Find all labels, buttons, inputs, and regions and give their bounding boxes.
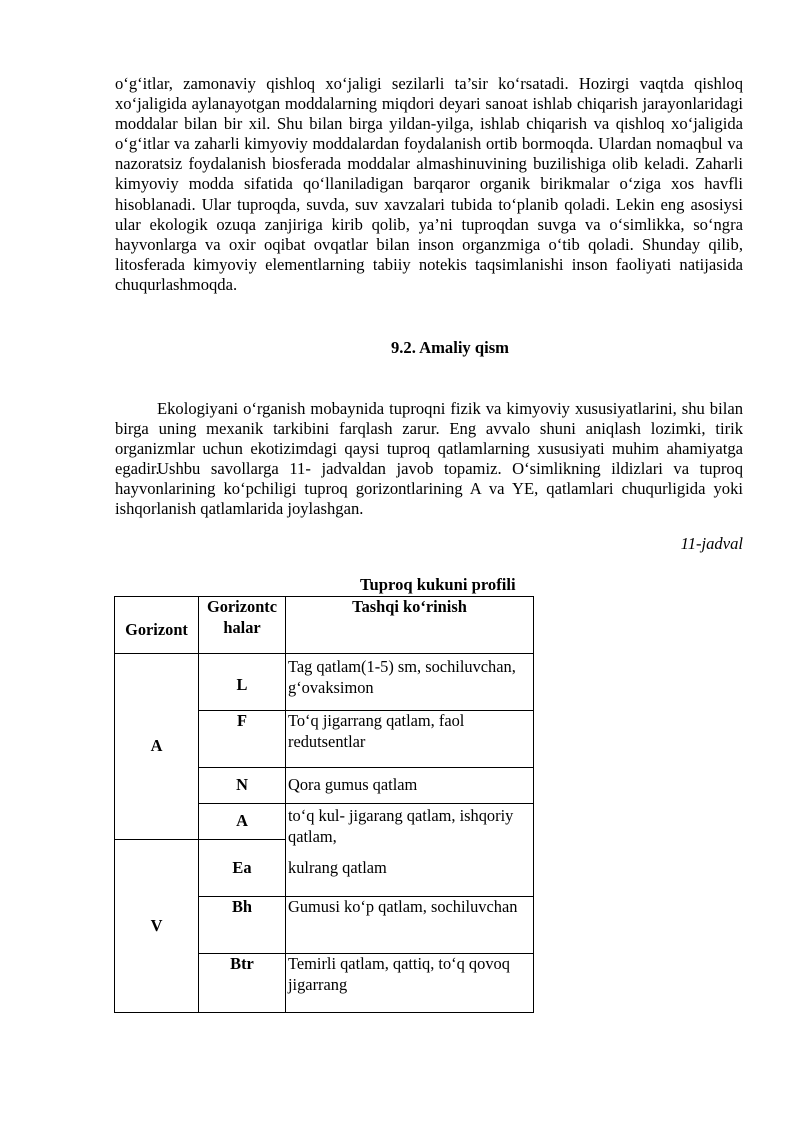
soil-profile-table <box>114 596 534 1013</box>
paragraph-answer: Ushbu savollarga 11- jadvaldan javob topamiz. O‘simlikning ildizlari va tuproq hayvonlarining ko‘pchiligi tuproq gorizontlarining A va YE, qatlamlari chuqurligida yoki ishqorlanish qatlamlarida joylashgan. <box>115 459 743 519</box>
layer-description: Tag qatlam(1-5) sm, sochiluvchan, g‘ovaksimon <box>286 654 534 711</box>
layer-description-merged <box>286 804 534 897</box>
sub-horizon-code: Btr <box>199 954 286 1013</box>
header-horizon: Gorizont <box>115 597 199 654</box>
sub-horizon-code: Ea <box>199 840 286 897</box>
paragraph-intro: o‘g‘itlar, zamonaviy qishloq xo‘jaligi sezilarli ta’sir ko‘rsatadi. Hozirgi vaqtda qishloq xo‘jaligida aylanayotgan moddalarning miqdori deyari sanoat ishlab chiqarish jarayonlaridagi moddalar bilan bir xil. Shu bilan birga yildan-yilga, ishlab chiqarish va qishloq xo‘jaligida o‘g‘itlar va zaharli kimyoviy moddalardan foydalanish ortib bormoqda. Ulardan nomaqbul va nazoratsiz foydalanish biosferada moddalar almashinuvining buzilishiga olib keladi. Zaharli kimyoviy modda sifatida qo‘llaniladigan barqaror organik birikmalar o‘ziga xos havfli hisoblanadi. Ular tuproqda, suvda, suv xavzalari tubida to‘planib qoladi. Lekin eng asosiysi ular ekologik ozuqa zanjiriga kirib qolib, ya’ni tuproqdan suvga va o‘simlikka, so‘ngra hayvonlarga va oxir oqibat ovqatlar bilan inson organzmiga o‘tib qoladi. Shunday qilib, litosferada kimyoviy elementlarning tabiiy notekis taqsimlanishi inson faoliyati natijasida chuqurlashmoqda. <box>115 74 743 294</box>
sub-horizon-code: Bh <box>199 897 286 954</box>
layer-description: kulrang qatlam <box>288 858 387 877</box>
sub-horizon-code: N <box>199 768 286 804</box>
layer-description: to‘q kul- jigarang qatlam, ishqoriy qatlam, <box>288 806 514 846</box>
sub-horizon-code: L <box>199 654 286 711</box>
horizon-cell-a: A <box>115 654 199 840</box>
sub-horizon-code: A <box>199 804 286 840</box>
horizon-cell-v: V <box>115 840 199 1013</box>
layer-description: Gumusi ko‘p qatlam, sochiluvchan <box>286 897 534 954</box>
table-reference: 11-jadval <box>680 534 743 553</box>
table-title: Tuproq kukuni profili <box>360 575 516 594</box>
paragraph-ecology: Ekologiyani o‘rganish mobaynida tuproqni fizik va kimyoviy xususiyatlarini, shu bilan birga uning mexanik tarkibini farqlash zarur. Eng avvalo shuni aniqlash lozimki, tirik organizmlar uchun ekotizimdagi qaysi tuproq qatlamlarning xususiyati muhim ahamiyatga egadir. <box>115 399 743 479</box>
header-appearance: Tashqi ko‘rinish <box>286 597 534 654</box>
section-title: 9.2. Amaliy qism <box>390 338 509 357</box>
layer-description: Temirli qatlam, qattiq, to‘q qovoq jigarrang <box>286 954 534 1013</box>
header-sub-horizons: Gorizontc halar <box>199 597 286 654</box>
table-header-row <box>115 597 534 654</box>
table-row <box>115 654 534 711</box>
sub-horizon-code: F <box>199 711 286 768</box>
layer-description: To‘q jigarrang qatlam, faol redutsentlar <box>286 711 534 768</box>
layer-description: Qora gumus qatlam <box>286 768 534 804</box>
